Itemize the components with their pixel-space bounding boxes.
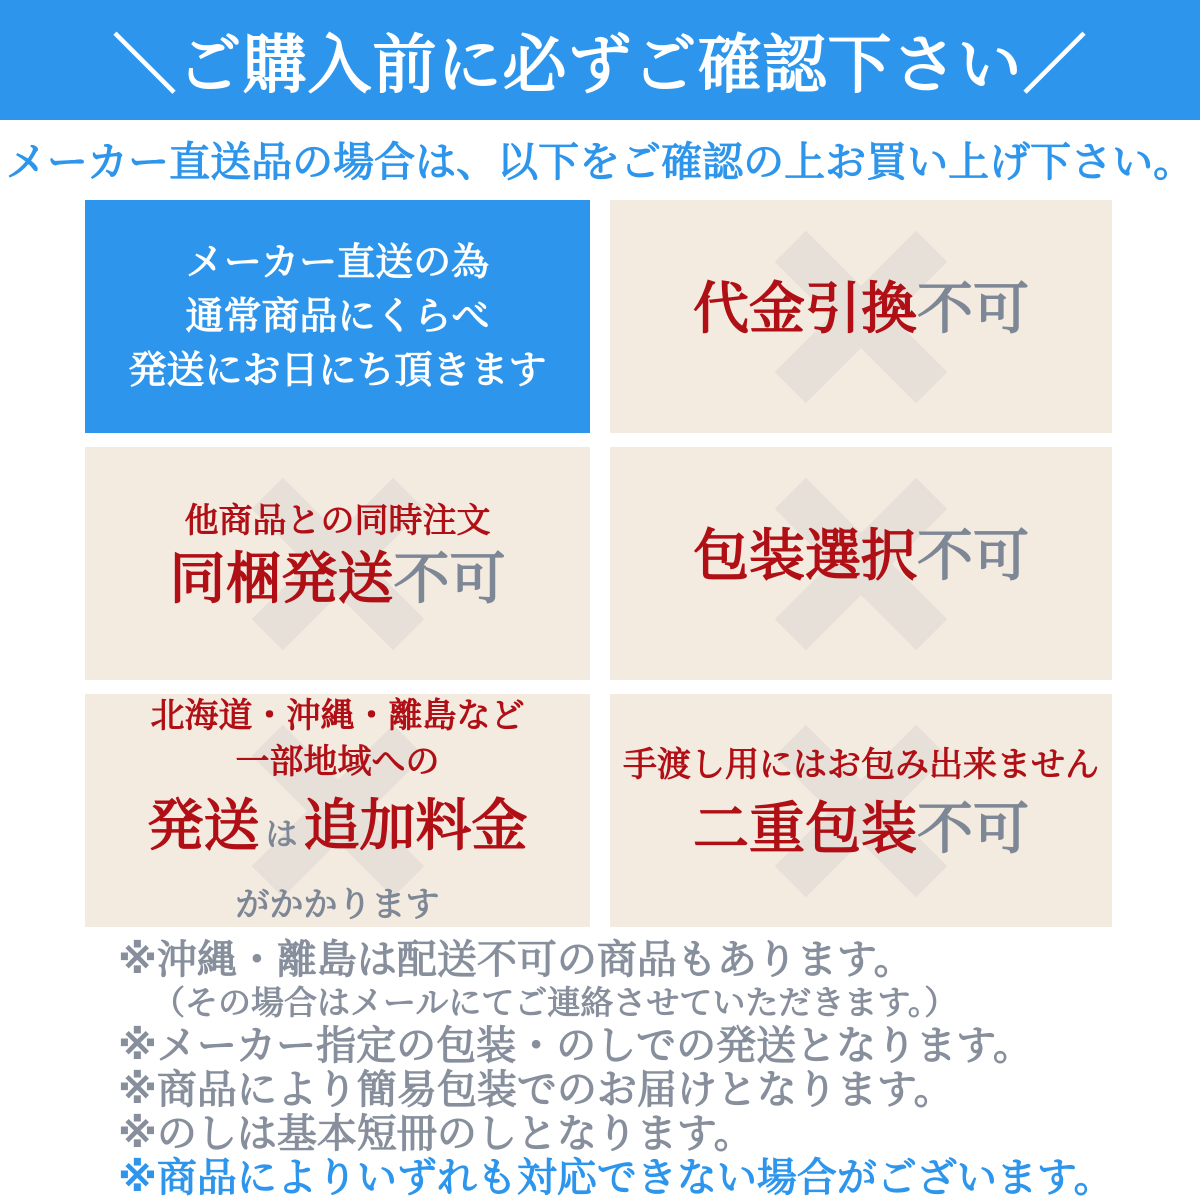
wrapping-selection-label-gray: 不可 [917,524,1029,587]
note-okinawa-remote: ※沖縄・離島は配送不可の商品もあります。 [118,938,914,982]
cod-label-red: 代金引換 [693,277,917,340]
remote-area-main-label [147,791,527,876]
remote-area-tail-text: がかかります [235,886,440,924]
wrapping-selection-label-red: 包装選択 [693,524,917,587]
note-noshi: ※のしは基本短冊のしとなります。 [118,1112,754,1156]
box-direct-shipping [85,200,590,433]
remote-area-line-2: 一部地域への [235,743,440,781]
note-not-supported: ※商品によりいずれも対応できない場合がございます。 [118,1156,1114,1200]
bundled-shipping-main-label [170,544,506,629]
double-wrapping-label-gray: 不可 [917,797,1029,860]
wrapping-selection-main-label [693,521,1029,606]
page-title: ＼ご購入前に必ずご確認下さい／ [112,29,1088,101]
box-wrapping-selection [610,447,1112,680]
double-wrapping-main-label [693,794,1029,879]
remote-fee-extra-charge-text: 追加料金 [303,794,528,857]
double-wrapping-label-red: 二重包装 [693,797,917,860]
direct-shipping-line-1: メーカー直送の為 [185,241,490,284]
double-wrapping-subtext: 手渡し用にはお包み出来ません [623,746,1099,784]
note-simple-wrapping: ※商品により簡易包装でのお届けとなります。 [118,1068,954,1112]
box-double-wrapping [610,694,1112,927]
bundled-shipping-label-gray: 不可 [393,547,506,610]
cod-main-label [693,274,1029,359]
direct-shipping-line-2: 通常商品にくらべ [185,295,490,338]
direct-shipping-line-3: 発送にお日にち頂きます [128,349,547,392]
cod-label-gray: 不可 [917,277,1029,340]
remote-fee-particle-text: は [265,816,298,852]
box-bundled-shipping [85,447,590,680]
subtitle: メーカー直送品の場合は、以下をご確認の上お買い上げ下さい。 [5,139,1195,185]
box-cash-on-delivery [610,200,1112,433]
note-maker-wrapping: ※メーカー指定の包装・のしでの発送となります。 [118,1024,1033,1068]
note-email-contact: （その場合はメールにてご連絡させていただきます。） [152,984,958,1021]
bundled-shipping-label-red: 同梱発送 [169,547,394,610]
bundled-shipping-subtext: 他商品との同時注文 [184,502,491,540]
notice-grid [85,200,1112,927]
remote-area-line-1: 北海道・沖縄・離島など [150,697,525,735]
box-remote-area-fee [85,694,590,927]
footer-notes [118,938,1200,1200]
remote-fee-shipping-text: 発送 [147,794,260,857]
header-banner [0,0,1200,120]
